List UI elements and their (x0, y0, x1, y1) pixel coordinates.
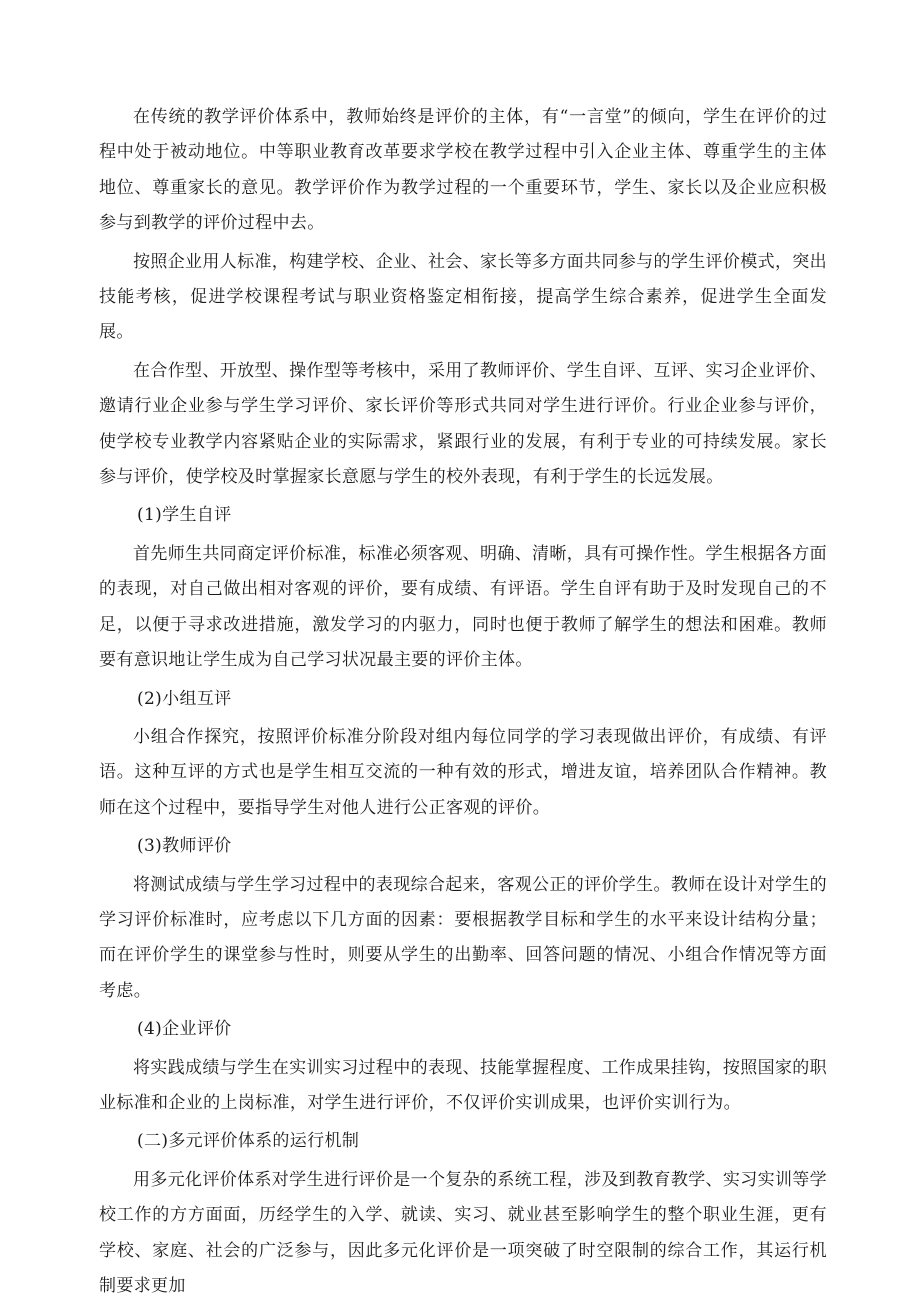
section-heading: (3)教师评价 (137, 836, 232, 857)
body-paragraph: 将测试成绩与学生学习过程中的表现综合起来，客观公正的评价学生。教师在设计对学生的学习评价标准时，应考虑以下几方面的因素：要根据教学目标和学生的水平来设计结构分量；而在评价学生的课堂参与性时，则要从学生的出勤率、回答问题的情况、小组合作情况等方面考虑。 (99, 874, 827, 1001)
section-heading: (4)企业评价 (137, 1019, 232, 1040)
body-paragraph: 小组合作探究，按照评价标准分阶段对组内每位同学的学习表现做出评价，有成绩、有评语。这种互评的方式也是学生相互交流的一种有效的形式，增进友谊，培养团队合作精神。教师在这个过程中，要指导学生对他人进行公正客观的评价。 (99, 726, 827, 818)
body-paragraph: 按照企业用人标准，构建学校、企业、社会、家长等多方面共同参与的学生评价模式，突出技能考核，促进学校课程考试与职业资格鉴定相衔接，提高学生综合素养，促进学生全面发展。 (99, 251, 827, 343)
body-paragraph: 将实践成绩与学生在实训实习过程中的表现、技能掌握程度、工作成果挂钩，按照国家的职业标准和企业的上岗标准，对学生进行评价，不仅评价实训成果，也评价实训行为。 (99, 1057, 827, 1113)
section-heading: (二)多元评价体系的运行机制 (137, 1131, 360, 1152)
body-paragraph: 在合作型、开放型、操作型等考核中，采用了教师评价、学生自评、互评、实习企业评价、邀请行业企业参与学生学习评价、家长评价等形式共同对学生进行评价。行业企业参与评价，使学校专业教学内容紧贴企业的实际需求，紧跟行业的发展，有利于专业的可持续发展。家长参与评价，使学校及时掌握家长意愿与学生的校外表现，有利于学生的长远发展。 (99, 360, 827, 488)
body-paragraph: 在传统的教学评价体系中，教师始终是评价的主体，有“一言堂”的倾向，学生在评价的过程中处于被动地位。中等职业教育改革要求学校在教学过程中引入企业主体、尊重学生的主体地位、尊重家长的意见。教学评价作为教学过程的一个重要环节，学生、家长以及企业应积极参与到教学的评价过程中去。 (99, 107, 827, 234)
body-paragraph: 用多元化评价体系对学生进行评价是一个复杂的系统工程，涉及到教育教学、实习实训等学校工作的方方面面，历经学生的入学、就读、实习、就业甚至影响学生的整个职业生涯，更有学校、家庭、社会的广泛参与，因此多元化评价是一项突破了时空限制的综合工作，其运行机制要求更加 (99, 1169, 827, 1296)
body-paragraph: 首先师生共同商定评价标准，标准必须客观、明确、清晰，具有可操作性。学生根据各方面的表现，对自己做出相对客观的评价，要有成绩、有评语。学生自评有助于及时发现自己的不足，以便于寻求改进措施，激发学习的内驱力，同时也便于教师了解学生的想法和困难。教师要有意识地让学生成为自己学习状况最主要的评价主体。 (99, 543, 827, 671)
document-page (99, 100, 827, 1307)
section-heading: (2)小组互评 (137, 688, 232, 709)
section-heading: (1)学生自评 (137, 505, 232, 526)
